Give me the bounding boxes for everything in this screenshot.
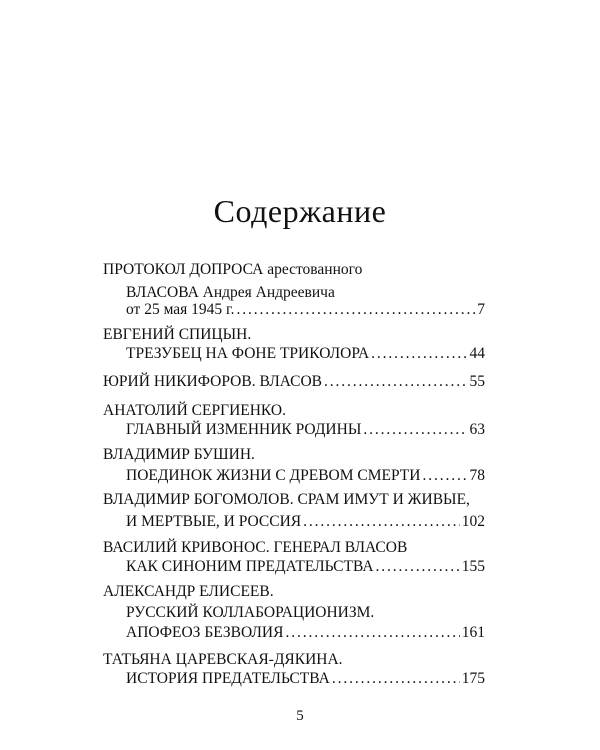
dot-leader bbox=[237, 300, 476, 320]
toc-entry-9-line-1: ТАТЬЯНА ЦАРЕВСКАЯ-ДЯКИНА. bbox=[103, 651, 343, 668]
toc-entry-6-line-2: И МЕРТВЫЕ, И РОССИЯ bbox=[126, 513, 302, 530]
dot-leader bbox=[285, 623, 459, 643]
toc-entry-6-last-line[interactable] bbox=[126, 512, 485, 532]
page-number: 5 bbox=[296, 708, 304, 724]
toc-entry-2-line-1: ЕВГЕНИЙ СПИЦЫН. bbox=[103, 326, 252, 343]
dot-leader bbox=[332, 669, 460, 689]
toc-entry-1-line-1: ПРОТОКОЛ ДОПРОСА арестованного bbox=[103, 261, 363, 278]
toc-entry-3-line[interactable] bbox=[103, 372, 485, 392]
toc-entry-4-last-line[interactable] bbox=[126, 420, 485, 440]
toc-entry-8-last-line[interactable] bbox=[126, 623, 485, 643]
dot-leader bbox=[303, 512, 460, 532]
toc-entry-2-last-line[interactable] bbox=[126, 344, 485, 364]
toc-entry-9-line-2: ИСТОРИЯ ПРЕДАТЕЛЬСТВА bbox=[126, 670, 330, 687]
toc-entry-9-last-line[interactable] bbox=[126, 669, 485, 689]
toc-entry-2-line-2: ТРЕЗУБЕЦ НА ФОНЕ ТРИКОЛОРА bbox=[126, 345, 370, 362]
toc-entry-4-page: 63 bbox=[469, 421, 485, 438]
toc-entry-5-last-line[interactable] bbox=[126, 466, 485, 486]
toc-entry-4-line-1: АНАТОЛИЙ СЕРГИЕНКО. bbox=[103, 402, 286, 419]
toc-entry-1-last-line[interactable] bbox=[126, 300, 485, 320]
toc-entry-7-line-1: ВАСИЛИЙ КРИВОНОС. ГЕНЕРАЛ ВЛАСОВ bbox=[103, 539, 408, 556]
toc-entry-2-page: 44 bbox=[469, 345, 485, 362]
toc-entry-6-line-1: ВЛАДИМИР БОГОМОЛОВ. СРАМ ИМУТ И ЖИВЫЕ, bbox=[103, 491, 470, 508]
dot-leader bbox=[422, 466, 467, 486]
toc-entry-7-last-line[interactable] bbox=[126, 557, 485, 577]
toc-entry-4-line-2: ГЛАВНЫЙ ИЗМЕННИК РОДИНЫ bbox=[126, 421, 362, 438]
toc-entry-7-line-2: КАК СИНОНИМ ПРЕДАТЕЛЬСТВА bbox=[126, 558, 374, 575]
dot-leader bbox=[363, 420, 467, 440]
toc-entry-5-line-1: ВЛАДИМИР БУШИН. bbox=[103, 446, 255, 463]
toc-entry-5-line-2: ПОЕДИНОК ЖИЗНИ С ДРЕВОМ СМЕРТИ bbox=[126, 467, 421, 484]
toc-entry-1-line-3: от 25 мая 1945 г. bbox=[126, 301, 235, 318]
toc-entry-7-page: 155 bbox=[461, 558, 485, 575]
toc-entry-3-page: 55 bbox=[469, 373, 485, 390]
toc-entry-3-line-1: ЮРИЙ НИКИФОРОВ. ВЛАСОВ bbox=[103, 373, 323, 390]
toc-entry-8-line-3: АПОФЕОЗ БЕЗВОЛИЯ bbox=[126, 624, 284, 641]
page-title: Содержание bbox=[213, 193, 387, 229]
dot-leader bbox=[376, 557, 460, 577]
dot-leader bbox=[324, 372, 467, 392]
dot-leader bbox=[371, 344, 467, 364]
toc-entry-6-page: 102 bbox=[461, 513, 485, 530]
toc-entry-8-page: 161 bbox=[461, 624, 485, 641]
toc-entry-1-line-2: ВЛАСОВА Андрея Андреевича bbox=[126, 284, 335, 301]
toc-entry-5-page: 78 bbox=[469, 467, 485, 484]
toc-entry-9-page: 175 bbox=[461, 670, 485, 687]
toc-entry-8-line-1: АЛЕКСАНДР ЕЛИСЕЕВ. bbox=[103, 583, 274, 600]
toc-entry-1-page: 7 bbox=[477, 301, 485, 318]
toc-entry-8-line-2: РУССКИЙ КОЛЛАБОРАЦИОНИЗМ. bbox=[126, 604, 375, 621]
